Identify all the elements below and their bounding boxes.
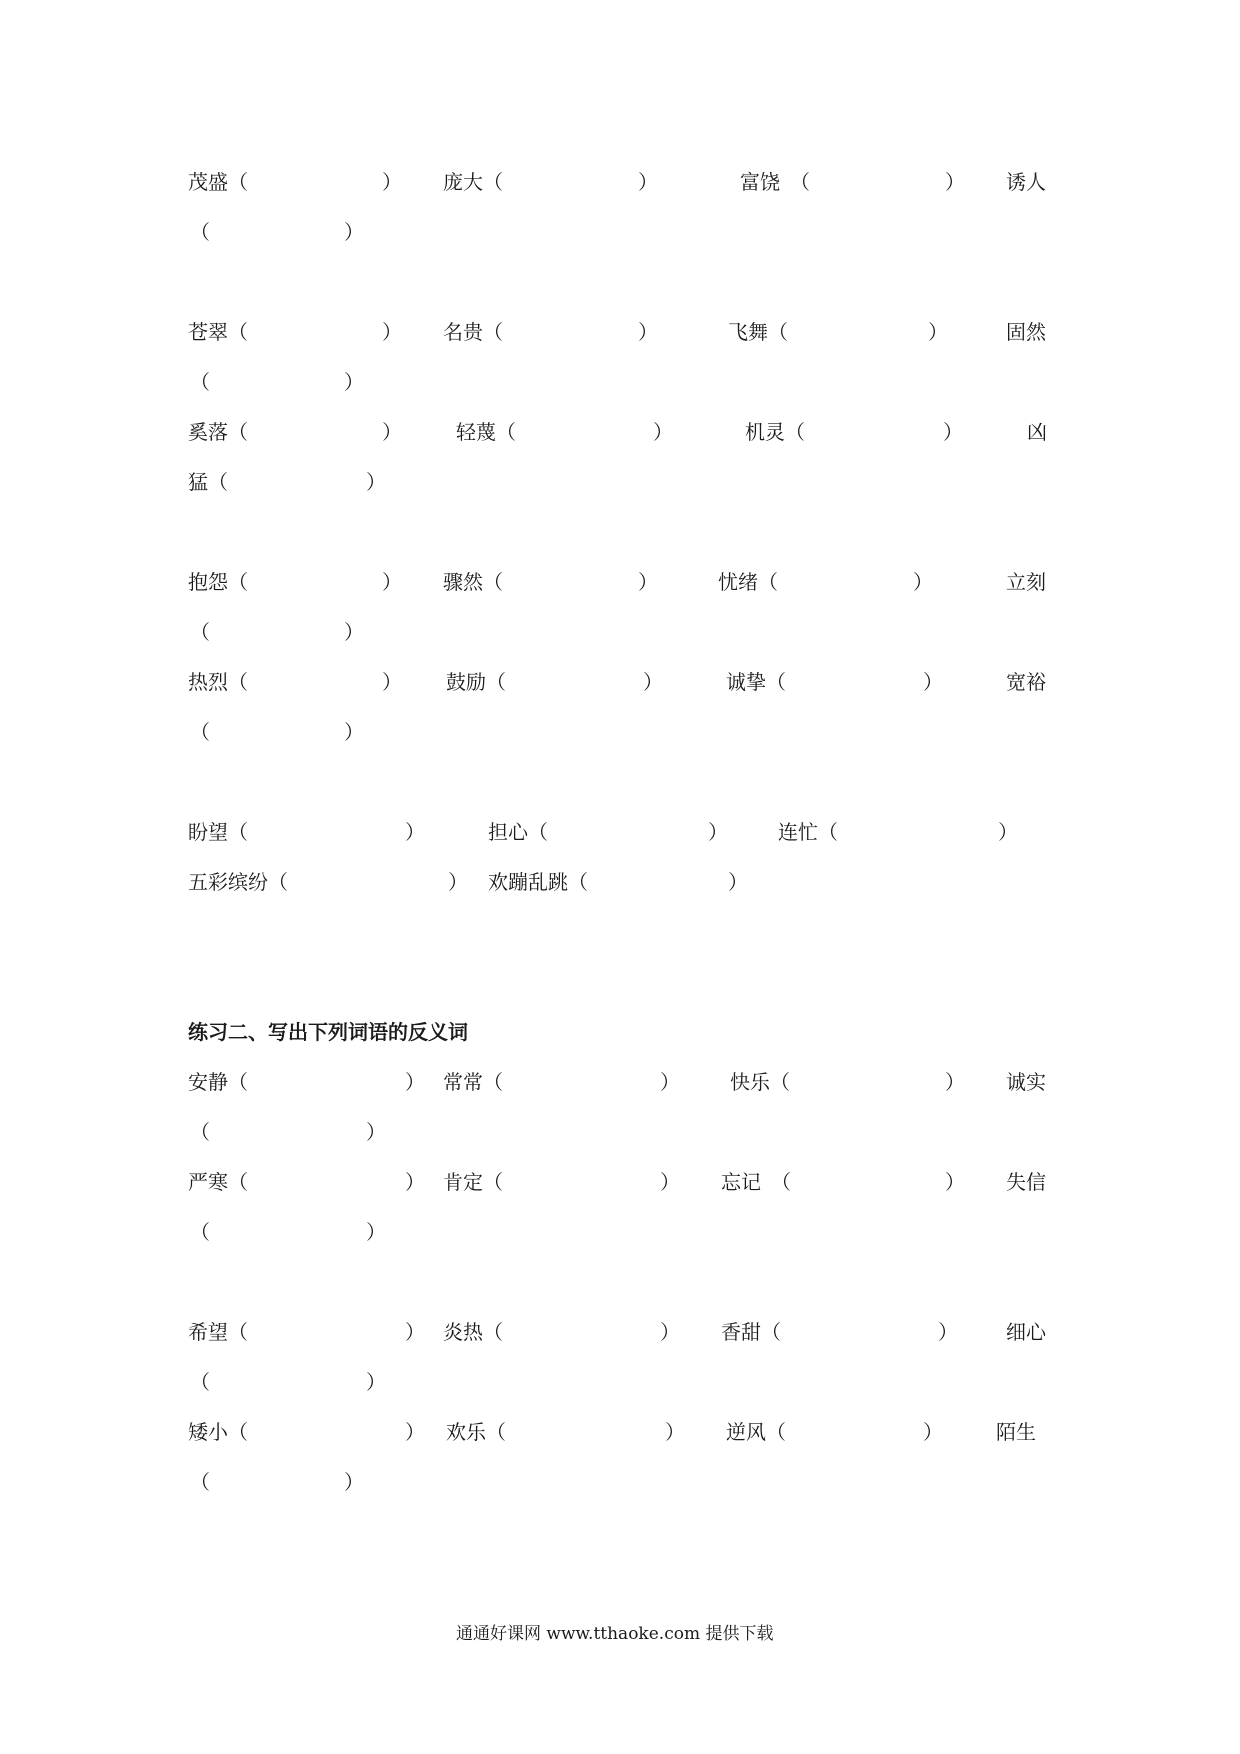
word-cell: 快乐（	[730, 1070, 790, 1094]
close-paren: ）	[638, 320, 658, 344]
word-cell: 逆风（	[726, 1420, 786, 1444]
open-paren: （	[190, 1370, 210, 1394]
open-paren: （	[190, 720, 210, 744]
close-paren: ）	[382, 170, 402, 194]
close-paren: ）	[638, 570, 658, 594]
word-cell: 鼓励（	[446, 670, 506, 694]
word-cell: 猛（	[188, 470, 228, 494]
close-paren: ）	[382, 320, 402, 344]
close-paren: ）	[913, 570, 933, 594]
close-paren: ）	[344, 1470, 364, 1494]
word-cell: 欢乐（	[446, 1420, 506, 1444]
open-paren: （	[190, 1220, 210, 1244]
open-paren: （	[190, 620, 210, 644]
close-paren: ）	[382, 570, 402, 594]
word-cell: 奚落（	[188, 420, 248, 444]
word-cell: 富饶 （	[740, 170, 810, 194]
open-paren: （	[190, 220, 210, 244]
close-paren: ）	[945, 170, 965, 194]
word-cell: 希望（	[188, 1320, 248, 1344]
word-cell: 凶	[1027, 420, 1047, 444]
word-cell: 苍翠（	[188, 320, 248, 344]
word-cell: 名贵（	[443, 320, 503, 344]
close-paren: ）	[660, 1320, 680, 1344]
word-cell: 忘记 （	[721, 1170, 791, 1194]
open-paren: （	[190, 370, 210, 394]
word-cell: 骤然（	[443, 570, 503, 594]
close-paren: ）	[923, 670, 943, 694]
close-paren: ）	[923, 1420, 943, 1444]
open-paren: （	[190, 1470, 210, 1494]
word-cell: 诚挚（	[726, 670, 786, 694]
close-paren: ）	[366, 1120, 386, 1144]
close-paren: ）	[638, 170, 658, 194]
word-cell: 飞舞（	[728, 320, 788, 344]
word-cell: 安静（	[188, 1070, 248, 1094]
word-cell: 固然	[1006, 320, 1046, 344]
close-paren: ）	[382, 670, 402, 694]
close-paren: ）	[653, 420, 673, 444]
word-cell: 香甜（	[721, 1320, 781, 1344]
close-paren: ）	[660, 1170, 680, 1194]
close-paren: ）	[708, 820, 728, 844]
word-cell: 立刻	[1006, 570, 1046, 594]
close-paren: ）	[405, 820, 425, 844]
word-cell: 细心	[1006, 1320, 1046, 1344]
close-paren: ）	[344, 220, 364, 244]
close-paren: ）	[728, 870, 748, 894]
word-cell: 失信	[1006, 1170, 1046, 1194]
word-cell: 炎热（	[443, 1320, 503, 1344]
word-cell: 严寒（	[188, 1170, 248, 1194]
close-paren: ）	[405, 1070, 425, 1094]
word-cell: 连忙（	[778, 820, 838, 844]
word-cell: 庞大（	[443, 170, 503, 194]
close-paren: ）	[366, 470, 386, 494]
word-cell: 抱怨（	[188, 570, 248, 594]
word-cell: 热烈（	[188, 670, 248, 694]
word-cell: 机灵（	[745, 420, 805, 444]
close-paren: ）	[366, 1220, 386, 1244]
word-cell: 轻蔑（	[456, 420, 516, 444]
word-cell: 宽裕	[1006, 670, 1046, 694]
close-paren: ）	[405, 1420, 425, 1444]
close-paren: ）	[943, 420, 963, 444]
close-paren: ）	[945, 1170, 965, 1194]
section-heading: 练习二、写出下列词语的反义词	[188, 1020, 468, 1044]
word-cell: 茂盛（	[188, 170, 248, 194]
close-paren: ）	[405, 1320, 425, 1344]
close-paren: ）	[344, 720, 364, 744]
word-cell: 陌生	[996, 1420, 1036, 1444]
word-cell: 诚实	[1006, 1070, 1046, 1094]
close-paren: ）	[643, 670, 663, 694]
close-paren: ）	[945, 1070, 965, 1094]
close-paren: ）	[366, 1370, 386, 1394]
close-paren: ）	[938, 1320, 958, 1344]
page-footer: 通通好课网 www.tthaoke.com 提供下载	[456, 1624, 774, 1644]
word-cell: 五彩缤纷（	[188, 870, 288, 894]
word-cell: 盼望（	[188, 820, 248, 844]
close-paren: ）	[448, 870, 468, 894]
word-cell: 常常（	[443, 1070, 503, 1094]
word-cell: 诱人	[1006, 170, 1046, 194]
open-paren: （	[190, 1120, 210, 1144]
close-paren: ）	[928, 320, 948, 344]
close-paren: ）	[660, 1070, 680, 1094]
word-cell: 担心（	[488, 820, 548, 844]
close-paren: ）	[344, 370, 364, 394]
close-paren: ）	[665, 1420, 685, 1444]
close-paren: ）	[344, 620, 364, 644]
word-cell: 忧绪（	[718, 570, 778, 594]
word-cell: 矮小（	[188, 1420, 248, 1444]
word-cell: 欢蹦乱跳（	[488, 870, 588, 894]
close-paren: ）	[998, 820, 1018, 844]
close-paren: ）	[382, 420, 402, 444]
close-paren: ）	[405, 1170, 425, 1194]
word-cell: 肯定（	[443, 1170, 503, 1194]
